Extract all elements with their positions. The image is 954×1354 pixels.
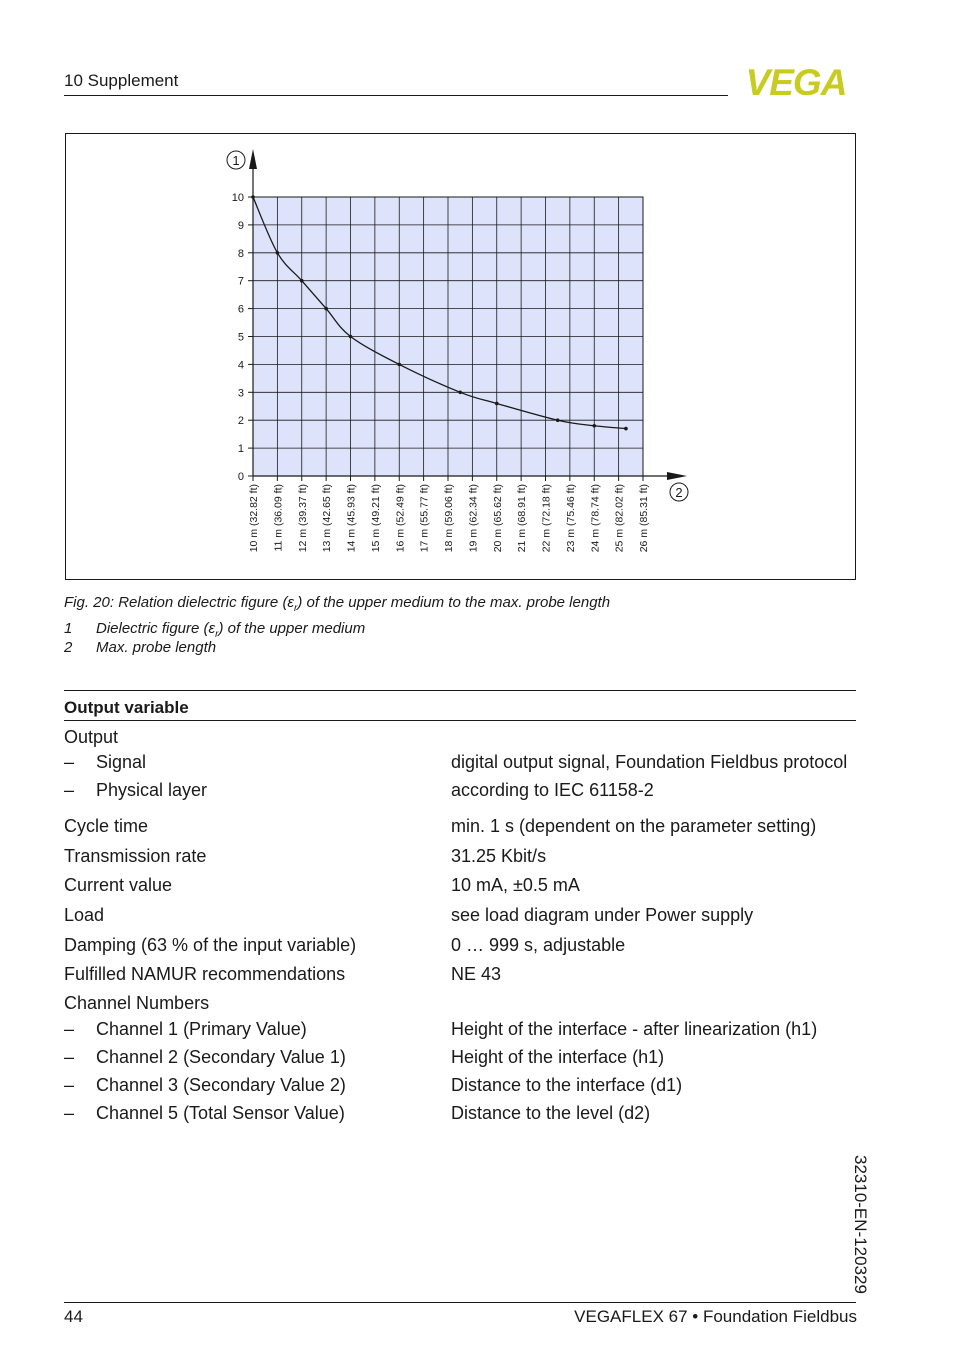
x-tick-label: 24 m (78.74 ft) <box>589 484 602 553</box>
data-point <box>556 418 560 422</box>
document-id: 32310-EN-120329 <box>851 1155 870 1294</box>
data-point <box>300 279 304 283</box>
dash: – <box>64 1047 75 1067</box>
y-tick-label: 6 <box>237 303 244 316</box>
spec-value: min. 1 s (dependent on the parameter setting) <box>451 816 817 836</box>
spec-label: Load <box>64 905 105 925</box>
legend-number: 1 <box>64 620 73 637</box>
spec-label: Current value <box>64 875 173 895</box>
x-tick-label: 22 m (72.18 ft) <box>540 484 553 553</box>
spec-value: according to IEC 61158-2 <box>451 780 654 800</box>
x-tick-label: 23 m (75.46 ft) <box>564 484 577 553</box>
data-point <box>458 391 462 395</box>
x-axis-arrow <box>667 472 687 480</box>
data-point <box>592 424 596 428</box>
caption-suffix: ) of the upper medium to the max. probe length <box>297 594 611 611</box>
legend-item <box>64 639 564 657</box>
x-tick-label: 15 m (49.21 ft) <box>369 484 382 553</box>
section-bottom-rule <box>64 720 856 721</box>
spec-label: Physical layer <box>96 780 208 800</box>
spec-label: Fulfilled NAMUR recommendations <box>64 964 346 984</box>
legend-item <box>64 620 564 638</box>
spec-label: Transmission rate <box>64 846 207 866</box>
x-tick-label: 21 m (68.91 ft) <box>516 484 529 553</box>
footer-divider <box>64 1302 856 1303</box>
x-tick-label: 12 m (39.37 ft) <box>296 484 309 553</box>
dash: – <box>64 1019 75 1039</box>
x-tick-label: 13 m (42.65 ft) <box>321 484 334 553</box>
spec-value: Height of the interface (h1) <box>451 1047 665 1067</box>
spec-value: Height of the interface - after linearization (h1) <box>451 1019 818 1039</box>
x-tick-label: 10 m (32.82 ft) <box>248 484 260 553</box>
spec-label: Channel Numbers <box>64 993 210 1013</box>
legend-text-suffix: ) of the upper medium <box>218 620 366 637</box>
x-tick-label: 17 m (55.77 ft) <box>418 484 431 553</box>
spec-value: 31.25 Kbit/s <box>451 846 547 866</box>
y-tick-label: 10 <box>231 192 244 204</box>
dash: – <box>64 752 75 772</box>
y-tick-label: 7 <box>237 275 244 288</box>
dash: – <box>64 780 75 800</box>
section-title: Output variable <box>64 698 189 717</box>
spec-value: see load diagram under Power supply <box>451 905 754 925</box>
vega-logo-graphic <box>734 64 858 98</box>
y-axis-arrow <box>249 149 257 169</box>
y-tick-label: 8 <box>237 247 244 260</box>
legend-text: Dielectric figure (ε <box>96 620 216 637</box>
y-tick-label: 2 <box>237 415 244 428</box>
y-tick-label: 5 <box>237 331 244 344</box>
dash: – <box>64 1103 75 1123</box>
spec-label: Channel 3 (Secondary Value 2) <box>96 1075 346 1095</box>
y-tick-label: 3 <box>237 387 244 400</box>
section-header: 10 Supplement <box>64 71 179 90</box>
caption-sub: r <box>294 603 298 614</box>
y-tick-label: 9 <box>237 219 244 232</box>
spec-label: Channel 2 (Secondary Value 1) <box>96 1047 346 1067</box>
data-point <box>324 307 328 311</box>
figure-caption <box>64 594 610 614</box>
caption-prefix: Fig. 20: Relation dielectric figure (ε <box>64 594 295 611</box>
spec-label: Output <box>64 727 119 747</box>
y-tick-label: 0 <box>237 471 244 483</box>
footer-title: VEGAFLEX 67 • Foundation Fieldbus <box>574 1307 857 1326</box>
section-top-rule <box>64 690 856 691</box>
header-divider <box>64 95 728 96</box>
spec-value: Distance to the interface (d1) <box>451 1075 683 1095</box>
x-tick-label: 11 m (36.09 ft) <box>272 484 285 552</box>
data-point <box>251 195 255 199</box>
x-tick-label: 26 m (85.31 ft) <box>638 484 650 553</box>
logo-text: VEGA <box>745 64 847 98</box>
x-tick-label: 18 m (59.06 ft) <box>443 484 455 553</box>
spec-label: Cycle time <box>64 816 149 836</box>
dielectric-chart <box>65 133 856 580</box>
spec-label: Damping (63 % of the input variable) <box>64 935 357 955</box>
spec-value: Distance to the level (d2) <box>451 1103 651 1123</box>
spec-value: digital output signal, Foundation Fieldbus protocol <box>451 752 848 772</box>
page-number: 44 <box>64 1307 83 1326</box>
legend-number: 2 <box>64 639 73 656</box>
x-axis-marker-label: 2 <box>675 485 683 500</box>
legend-text: Max. probe length <box>96 639 217 656</box>
x-tick-label: 20 m (65.62 ft) <box>491 484 504 553</box>
x-tick-label: 16 m (52.49 ft) <box>394 484 407 553</box>
spec-label: Channel 1 (Primary Value) <box>96 1019 307 1039</box>
y-axis-marker-label: 1 <box>232 153 240 168</box>
spec-label: Signal <box>96 752 147 772</box>
spec-value: NE 43 <box>451 964 502 984</box>
x-tick-label: 25 m (82.02 ft) <box>613 484 626 553</box>
data-point <box>349 335 353 339</box>
spec-value: 10 mA, ±0.5 mA <box>451 875 580 895</box>
data-point <box>624 427 628 431</box>
data-point <box>495 402 499 406</box>
vega-logo <box>734 64 858 103</box>
data-point <box>397 363 401 367</box>
spec-value: 0 … 999 s, adjustable <box>451 935 626 955</box>
data-point <box>276 251 280 255</box>
dash: – <box>64 1075 75 1095</box>
spec-label: Channel 5 (Total Sensor Value) <box>96 1103 345 1123</box>
y-tick-label: 4 <box>237 359 244 372</box>
x-tick-label: 14 m (45.93 ft) <box>345 484 358 553</box>
x-tick-label: 19 m (62.34 ft) <box>467 484 480 553</box>
legend-sub: r <box>215 629 219 640</box>
y-tick-label: 1 <box>237 443 244 456</box>
